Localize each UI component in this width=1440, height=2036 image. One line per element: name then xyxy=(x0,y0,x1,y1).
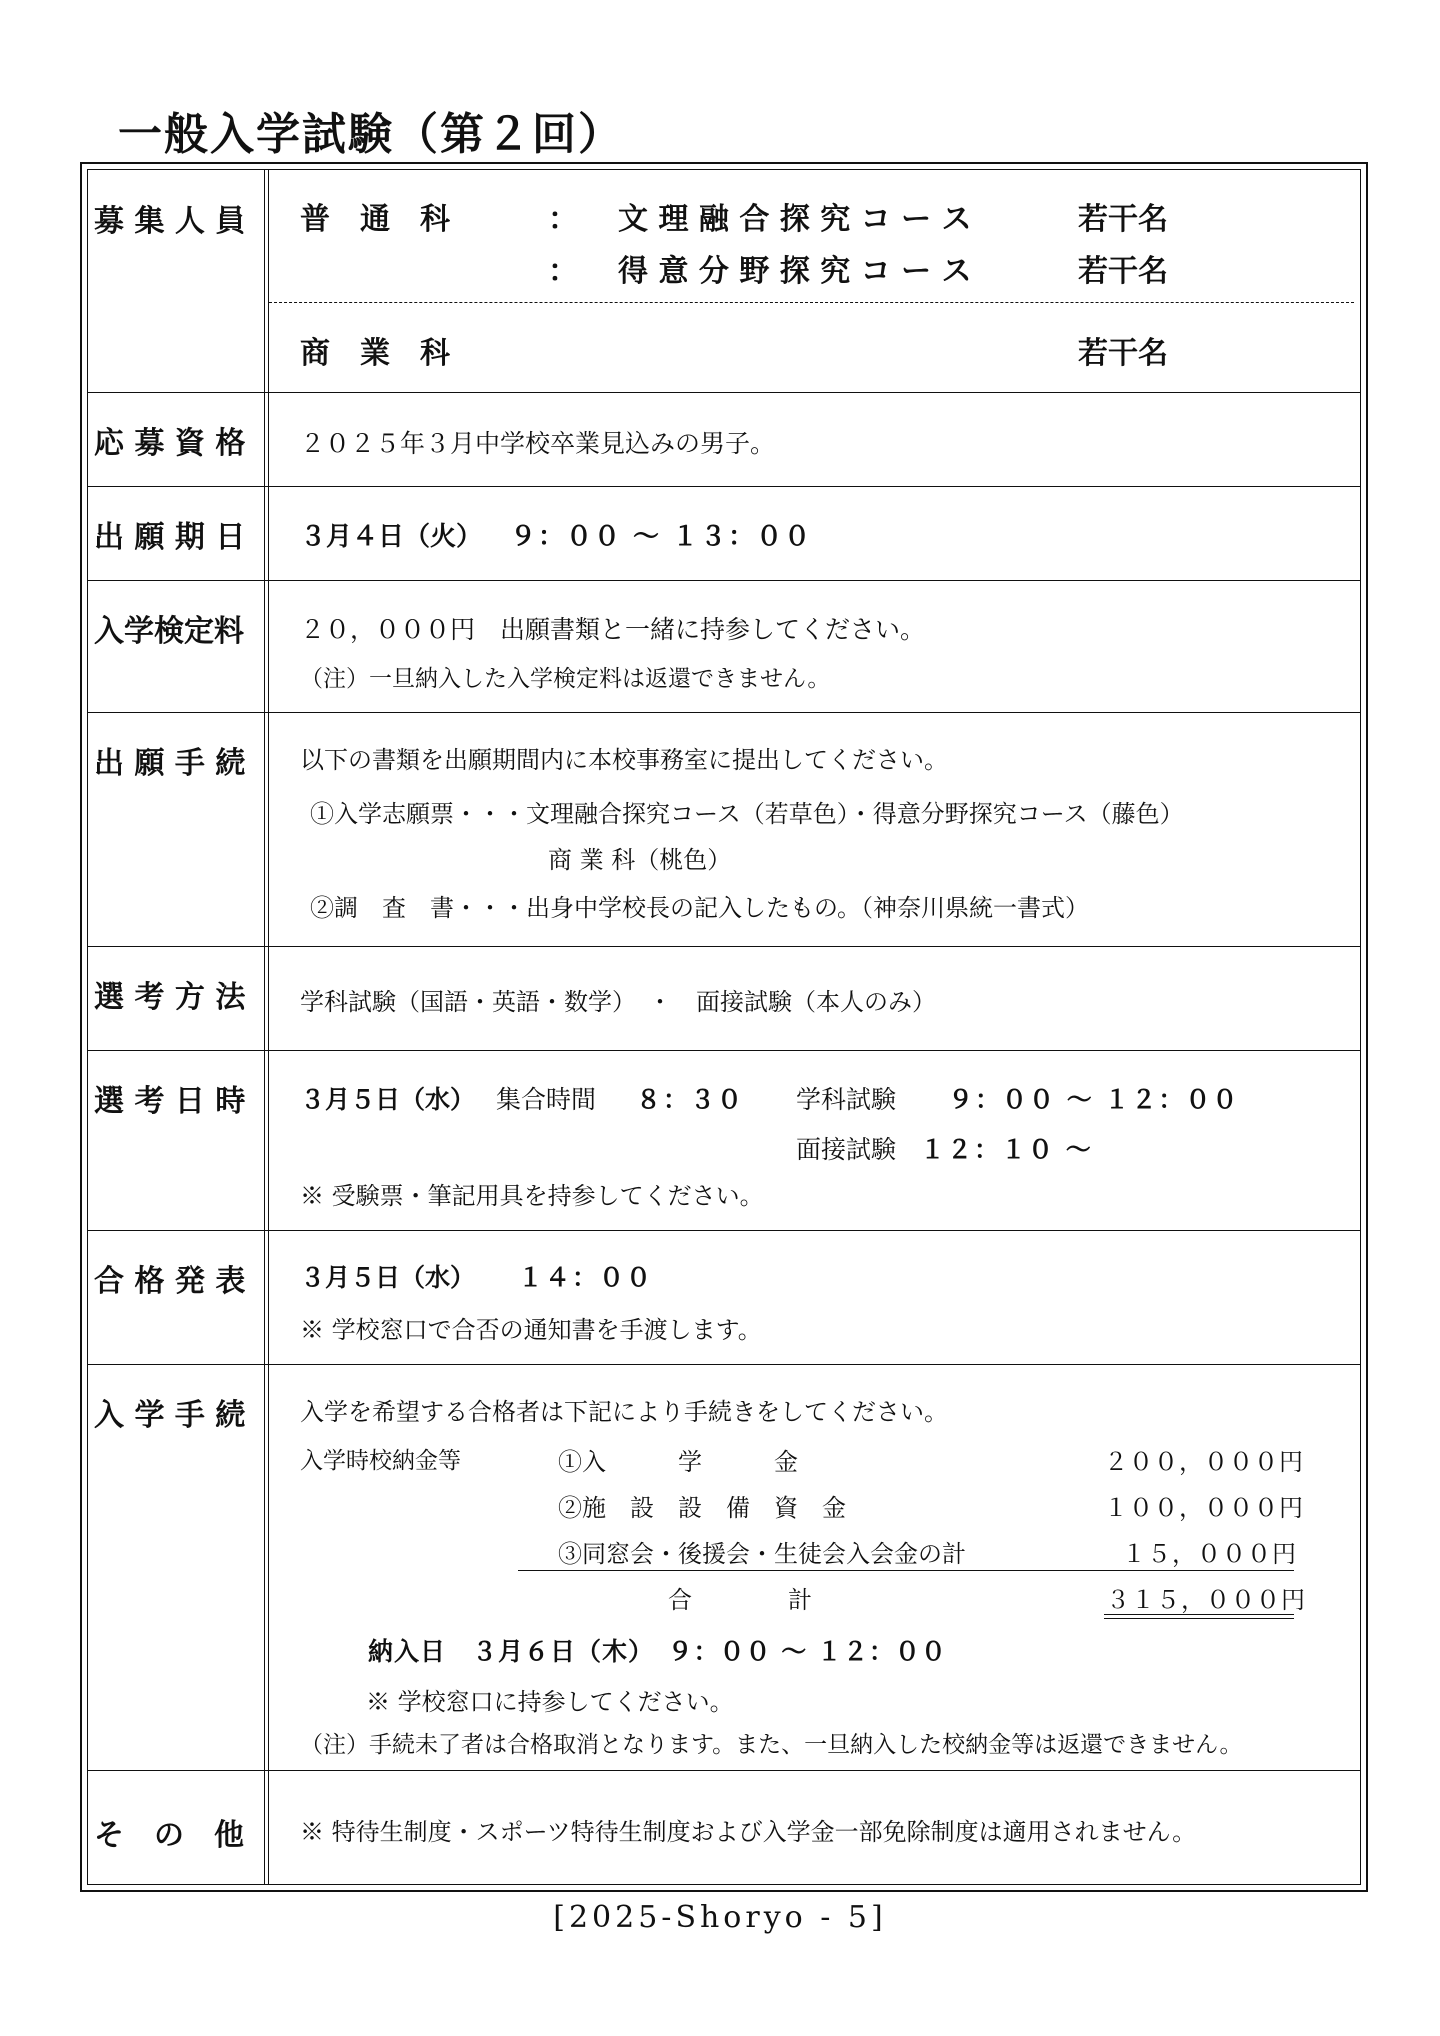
fee-item-name: ①入 学 金 xyxy=(558,1448,798,1476)
exam-note: ※ 受験票・筆記用具を持参してください。 xyxy=(300,1182,764,1210)
procedure-item-1: ①入学志願票・・・文理融合探究コース（若草色）・得意分野探究コース（藤色） xyxy=(310,800,1184,828)
label-qualification: 応 募 資 格 xyxy=(94,426,246,461)
shogyo-label: 商 業 科 xyxy=(300,336,450,371)
row-application-date xyxy=(88,486,1360,581)
row-enrollment xyxy=(88,1364,1360,1771)
method-text: 学科試験（国語・英語・数学） ・ 面接試験（本人のみ） xyxy=(300,988,936,1016)
colon-2: ： xyxy=(548,254,578,289)
total-amount: ３１５，０００円 xyxy=(1106,1586,1306,1614)
fee-item-name: ②施 設 設 備 資 金 xyxy=(558,1494,846,1522)
interview-label: 面接試験 xyxy=(796,1135,897,1164)
row-fee xyxy=(88,580,1360,713)
fees-label: 入学時校納金等 xyxy=(300,1448,461,1474)
dashed-divider xyxy=(269,302,1354,303)
total-underline-2 xyxy=(1104,1618,1294,1619)
enrollment-intro: 入学を希望する合格者は下記により手続きをしてください。 xyxy=(300,1398,948,1426)
label-result: 合 格 発 表 xyxy=(94,1264,246,1299)
row-recruit xyxy=(88,170,1360,393)
procedure-item-1b: 商 業 科（桃色） xyxy=(548,846,732,874)
fee-item-name: ③同窓会・後援会・生徒会入会金の計 xyxy=(558,1540,966,1568)
procedure-item-2: ②調 査 書・・・出身中学校長の記入したもの。（神奈川県統一書式） xyxy=(310,894,1090,922)
label-enrollment: 入 学 手 続 xyxy=(94,1398,246,1433)
result-note: ※ 学校窓口で合否の通知書を手渡します。 xyxy=(300,1316,762,1344)
shogyo-count: 若干名 xyxy=(1078,336,1168,371)
label-method: 選 考 方 法 xyxy=(94,980,246,1015)
fee-note: （注）一旦納入した入学検定料は返還できません。 xyxy=(300,666,831,692)
interview-time: １２：１０ ～ xyxy=(920,1135,1093,1164)
enrollment-note: （注）手続未了者は合格取消となります。また、一旦納入した校納金等は返還できません。 xyxy=(300,1732,1243,1758)
row-other xyxy=(88,1770,1360,1888)
label-exam-date: 選 考 日 時 xyxy=(94,1084,246,1119)
result-date: ３月５日（水） xyxy=(300,1263,476,1292)
course-1-count: 若干名 xyxy=(1078,202,1168,237)
label-recruit: 募 集 人 員 xyxy=(94,204,246,239)
qualification-text: ２０２５年３月中学校卒業見込みの男子。 xyxy=(300,429,776,458)
row-exam-date xyxy=(88,1050,1360,1231)
course-2-count: 若干名 xyxy=(1078,254,1168,289)
total-underline-1 xyxy=(1104,1614,1294,1615)
page-title: 一般入学試験（第２回） xyxy=(118,109,624,160)
fee-text: ２０，０００円 出願書類と一緒に持参してください。 xyxy=(300,615,926,644)
fee-item-amount: １５，０００円 xyxy=(1122,1540,1297,1568)
written-time: ９：００ ～ １２：００ xyxy=(948,1085,1240,1114)
row-method xyxy=(88,946,1360,1051)
label-application-date: 出 願 期 日 xyxy=(94,520,246,555)
exam-date: ３月５日（水） xyxy=(300,1085,476,1114)
page-footer: [2025-Shoryo - 5] xyxy=(553,1900,887,1935)
procedure-intro: 以下の書類を出願期間内に本校事務室に提出してください。 xyxy=(300,746,948,774)
subtotal-underline xyxy=(518,1570,1294,1571)
course-1: 文 理 融 合 探 究 コ ー ス xyxy=(618,202,972,237)
result-time: １４：００ xyxy=(518,1263,654,1292)
label-fee: 入学検定料 xyxy=(94,614,244,649)
total-label: 合 計 xyxy=(668,1586,812,1614)
pay-note: ※ 学校窓口に持参してください。 xyxy=(366,1688,734,1716)
colon-1: ： xyxy=(548,202,578,237)
application-time: ９：００ ～ １３：００ xyxy=(510,522,813,552)
row-procedure xyxy=(88,712,1360,947)
label-other: そ の 他 xyxy=(94,1818,244,1853)
table-inner-border xyxy=(87,169,1361,1885)
written-label: 学科試験 xyxy=(796,1085,897,1114)
application-date: ３月４日（火） xyxy=(300,522,483,552)
gather-label: 集合時間 xyxy=(496,1085,597,1114)
row-result xyxy=(88,1230,1360,1365)
course-2: 得 意 分 野 探 究 コ ー ス xyxy=(618,254,972,289)
label-procedure: 出 願 手 続 xyxy=(94,746,246,781)
fee-item-amount: １００，０００円 xyxy=(1104,1494,1304,1522)
admission-table xyxy=(80,162,1368,1892)
gather-time: ８：３０ xyxy=(636,1085,745,1114)
fee-item-amount: ２００，０００円 xyxy=(1104,1448,1304,1476)
pay-date: 納入日 ３月６日（木） ９：００ ～ １２：００ xyxy=(368,1637,947,1666)
other-text: ※ 特待生制度・スポーツ特待生制度および入学金一部免除制度は適用されません。 xyxy=(300,1818,1197,1846)
row-qualification xyxy=(88,392,1360,487)
futsu-label: 普 通 科 xyxy=(300,202,450,237)
